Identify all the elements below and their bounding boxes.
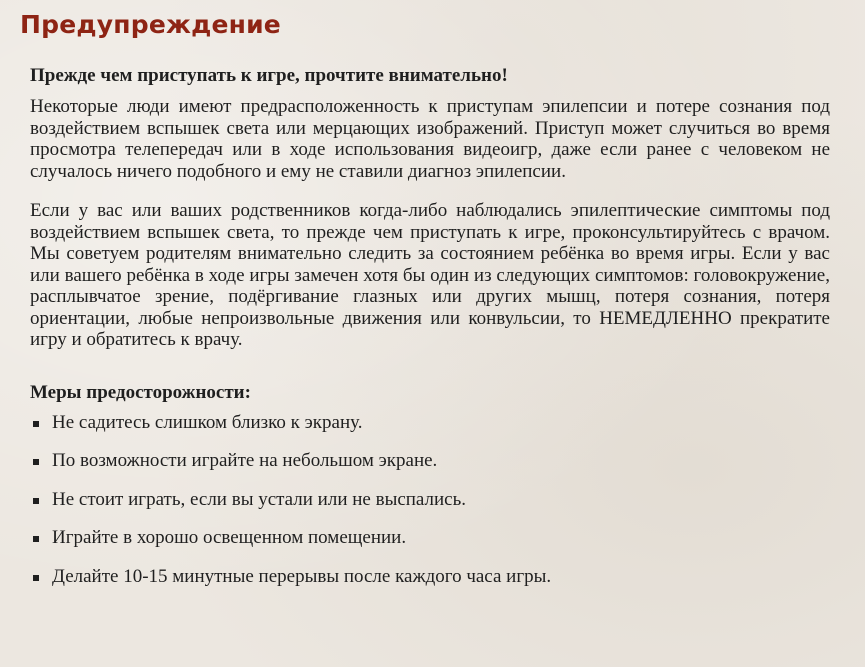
precautions-list <box>30 411 830 589</box>
bullet-icon <box>33 498 39 504</box>
warning-paragraph-epilepsy: Некоторые люди имеют предрасположенность к приступам эпилепсии и потере сознания под воздействием вспышек света или мерцающих изображений. Приступ может случиться во время просмотра телепередач или в ходе использования видеоигр, даже если ранее с человеком не случалось ничего подобного и ему не ставили диагноз эпилепсии. <box>30 96 830 182</box>
warning-lead: Прежде чем приступать к игре, прочтите внимательно! <box>30 65 508 86</box>
warning-content <box>30 64 830 603</box>
precautions-heading: Меры предосторожности: <box>30 381 251 403</box>
list-item <box>30 449 830 473</box>
list-item <box>30 488 830 512</box>
list-item <box>30 526 830 550</box>
list-item-text: Играйте в хорошо освещенном помещении. <box>52 527 407 548</box>
bullet-icon <box>33 459 39 465</box>
bullet-icon <box>33 421 39 427</box>
list-item-text: Не стоит играть, если вы устали или не выспались. <box>52 488 467 510</box>
page-title: Предупреждение <box>20 10 281 39</box>
list-item <box>30 411 830 435</box>
bullet-icon <box>33 536 39 542</box>
warning-paragraph-symptoms: Если у вас или ваших родственников когда-либо наблюдались эпилептические симптомы под воздействием вспышек света, то прежде чем приступать к игре, проконсультируйтесь с врачом. Мы советуем родителям внимательно следить за состоянием ребёнка во время игры. Если у вас или вашего ребёнка в ходе игры замечен хотя бы один из следующих симптомов: головокружение, расплывчатое зрение, подёргивание глазных или других мышц, потеря сознания, потеря ориентации, любые непроизвольные движения или конвульсии, то НЕМЕДЛЕННО прекратите игру и обратитесь к врачу. <box>30 200 830 350</box>
list-item-text: По возможности играйте на небольшом экране. <box>52 450 438 471</box>
list-item-text: Делайте 10-15 минутные перерывы после каждого часа игры. <box>52 565 552 587</box>
list-item <box>30 565 830 589</box>
bullet-icon <box>33 575 39 581</box>
list-item-text: Не садитесь слишком близко к экрану. <box>52 411 363 433</box>
